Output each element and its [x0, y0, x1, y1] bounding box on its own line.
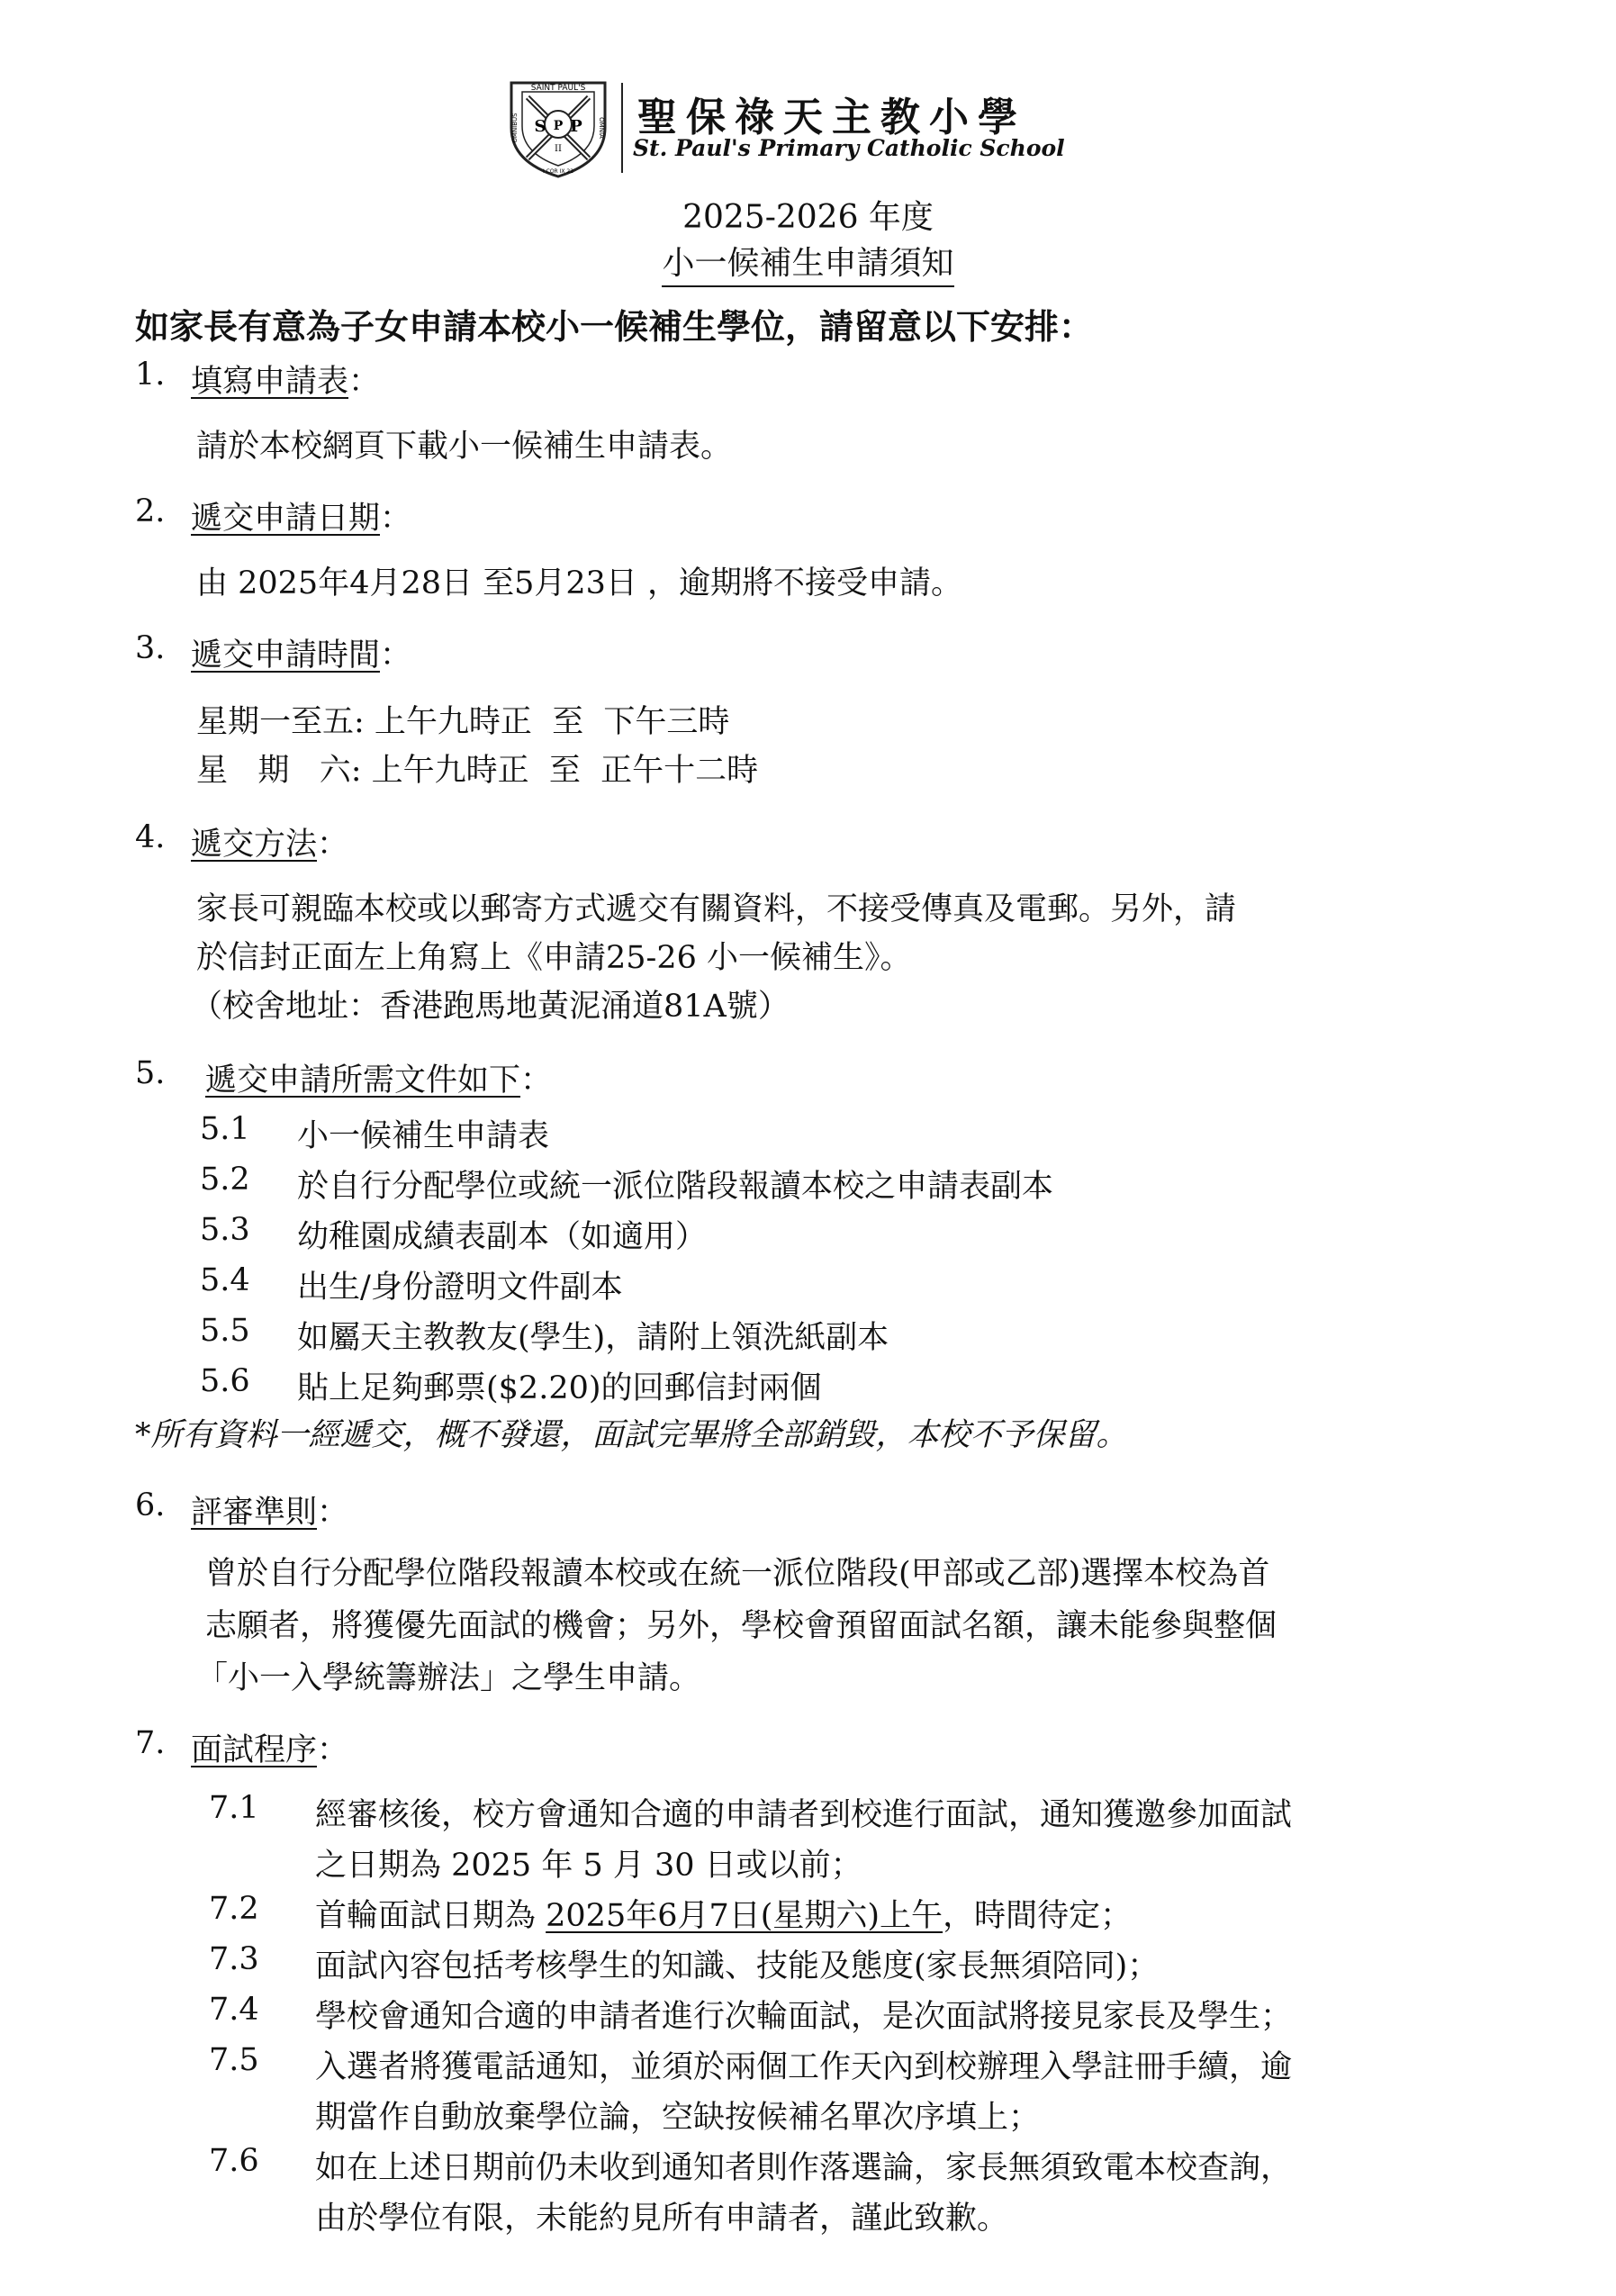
section-body-line: 曾於自行分配學位階段報讀本校或在統一派位階段(甲部或乙部)選擇本校為首 — [205, 1556, 1270, 1592]
list-item-text-continued: 期當作自動放棄學位論，空缺按候補名單次序填上； — [315, 2100, 1041, 2136]
section-number: 6. — [135, 1487, 166, 1523]
section-body-line: 志願者，將獲優先面試的機會；另外，學校會預留面試名額，讓未能參與整個 — [205, 1608, 1277, 1644]
academic-year-text: 2025-2026 年度 — [682, 199, 934, 236]
section-heading — [191, 357, 380, 402]
section-body-line: 「小一入學統籌辦法」之學生申請。 — [196, 1660, 701, 1696]
crest-top-text: SAINT PAUL'S — [530, 84, 586, 93]
school-name-chinese: 聖保祿天主教小學 — [637, 95, 1026, 140]
section-heading-colon: ： — [317, 827, 349, 863]
list-item-number: 5.4 — [200, 1262, 250, 1298]
list-item-text: 出生/身份證明文件副本 — [297, 1270, 623, 1306]
disclaimer-note: *所有資料一經遞交，概不發還，面試完畢將全部銷毀，本校不予保留。 — [135, 1417, 1128, 1453]
section-heading-colon: ： — [317, 1732, 349, 1768]
document-title-text: 小一候補生申請須知 — [662, 238, 953, 287]
section-heading-text: 遞交申請所需文件如下 — [205, 1062, 521, 1098]
section-number: 2. — [135, 493, 166, 529]
section-number: 7. — [135, 1725, 166, 1761]
section-heading-colon: ： — [380, 501, 412, 537]
section-heading — [191, 630, 411, 675]
crest-right-text: OMNIA — [598, 117, 605, 139]
list-item-number: 7.4 — [209, 1992, 259, 2028]
list-item-number: 7.1 — [209, 1790, 259, 1826]
section-heading — [191, 819, 348, 864]
crest-left-text: OMNIBUS — [511, 113, 519, 143]
section-heading — [191, 1487, 348, 1532]
list-item-text: 經審核後，校方會通知合適的申請者到校進行面試，通知獲邀參加面試 — [315, 1797, 1293, 1833]
section-heading-colon: ： — [317, 1495, 349, 1531]
section-number: 3. — [135, 630, 166, 666]
list-item-text: 如屬天主教教友(學生)，請附上領洗紙副本 — [297, 1320, 889, 1356]
list-item-text: 幼稚園成績表副本（如適用） — [297, 1219, 708, 1255]
svg-text:P: P — [570, 117, 582, 136]
list-item-text: 學校會通知合適的申請者進行次輪面試，是次面試將接見家長及學生； — [315, 1999, 1293, 2035]
list-item-text: 入選者將獲電話通知，並須於兩個工作天內到校辦理入學註冊手續，逾 — [315, 2049, 1293, 2085]
section-body-line: 請於本校網頁下載小一候補生申請表。 — [196, 429, 733, 465]
section-heading — [191, 493, 411, 538]
section-heading-text: 評審準則 — [191, 1495, 318, 1531]
interview-date-prefix: 首輪面試日期為 — [315, 1898, 546, 1934]
crest-roman-text: II — [555, 144, 562, 154]
list-item-number: 5.3 — [200, 1212, 250, 1248]
section-heading — [205, 1055, 552, 1100]
header-divider — [621, 83, 623, 173]
list-item-number: 7.3 — [209, 1941, 259, 1977]
section-heading-colon: ： — [520, 1062, 553, 1098]
section-number: 4. — [135, 819, 166, 855]
list-item-number: 5.2 — [200, 1162, 250, 1198]
list-item-text — [315, 1891, 1132, 1936]
crest-bottom-text: I COR IX 22 — [542, 168, 574, 175]
section-heading — [191, 1725, 348, 1770]
section-heading-text: 遞交方法 — [191, 827, 318, 863]
list-item-text-continued: 由於學位有限，未能約見所有申請者，謹此致歉。 — [315, 2201, 1009, 2237]
interview-date: 2025年6月7日(星期六)上午 — [546, 1898, 943, 1934]
svg-text:S: S — [534, 117, 546, 136]
section-heading-text: 面試程序 — [191, 1732, 318, 1768]
list-item-number: 5.1 — [200, 1111, 250, 1147]
school-name-english: St. Paul's Primary Catholic School — [633, 135, 1065, 161]
list-item-text-continued: 之日期為 2025 年 5 月 30 日或以前； — [315, 1848, 862, 1884]
interview-date-suffix: ，時間待定； — [943, 1898, 1133, 1934]
section-body-line: 星 期 六: 上午九時正 至 正午十二時 — [196, 753, 759, 789]
list-item-number: 5.5 — [200, 1313, 250, 1349]
list-item-number: 7.6 — [209, 2143, 259, 2179]
section-heading-text: 遞交申請時間 — [191, 637, 381, 673]
list-item-number: 5.6 — [200, 1363, 250, 1399]
list-item-number: 7.5 — [209, 2042, 259, 2078]
academic-year — [0, 192, 1616, 238]
svg-text:P: P — [553, 119, 564, 133]
section-body-line: （校舍地址：香港跑馬地黃泥涌道81A號） — [191, 989, 790, 1025]
section-body-line: 於信封正面左上角寫上《申請25-26 小一候補生》。 — [196, 940, 912, 976]
section-body-line: 星期一至五: 上午九時正 至 下午三時 — [196, 704, 730, 740]
section-heading-colon: ： — [348, 364, 381, 400]
intro-statement: 如家長有意為子女申請本校小一候補生學位，請留意以下安排： — [135, 307, 1094, 347]
list-item-text: 面試內容包括考核學生的知識、技能及態度(家長無須陪同)； — [315, 1948, 1160, 1984]
section-heading-text: 填寫申請表 — [191, 364, 349, 400]
section-heading-colon: ： — [380, 637, 412, 673]
list-item-text: 貼上足夠郵票($2.20)的回郵信封兩個 — [297, 1370, 822, 1406]
section-body-line: 家長可親臨本校或以郵寄方式遞交有關資料，不接受傳真及電郵。另外，請 — [196, 891, 1237, 927]
list-item-number: 7.2 — [209, 1891, 259, 1927]
list-item-text: 於自行分配學位或統一派位階段報讀本校之申請表副本 — [297, 1169, 1054, 1205]
document-title — [0, 238, 1616, 287]
section-body-line: 由 2025年4月28日 至5月23日 ，逾期將不接受申請。 — [196, 565, 963, 601]
school-crest-icon — [504, 72, 612, 180]
list-item-text: 小一候補生申請表 — [297, 1118, 550, 1154]
section-number: 5. — [135, 1055, 166, 1091]
section-number: 1. — [135, 357, 166, 393]
list-item-text: 如在上述日期前仍未收到通知者則作落選論，家長無須致電本校查詢， — [315, 2150, 1293, 2186]
section-heading-text: 遞交申請日期 — [191, 501, 381, 537]
